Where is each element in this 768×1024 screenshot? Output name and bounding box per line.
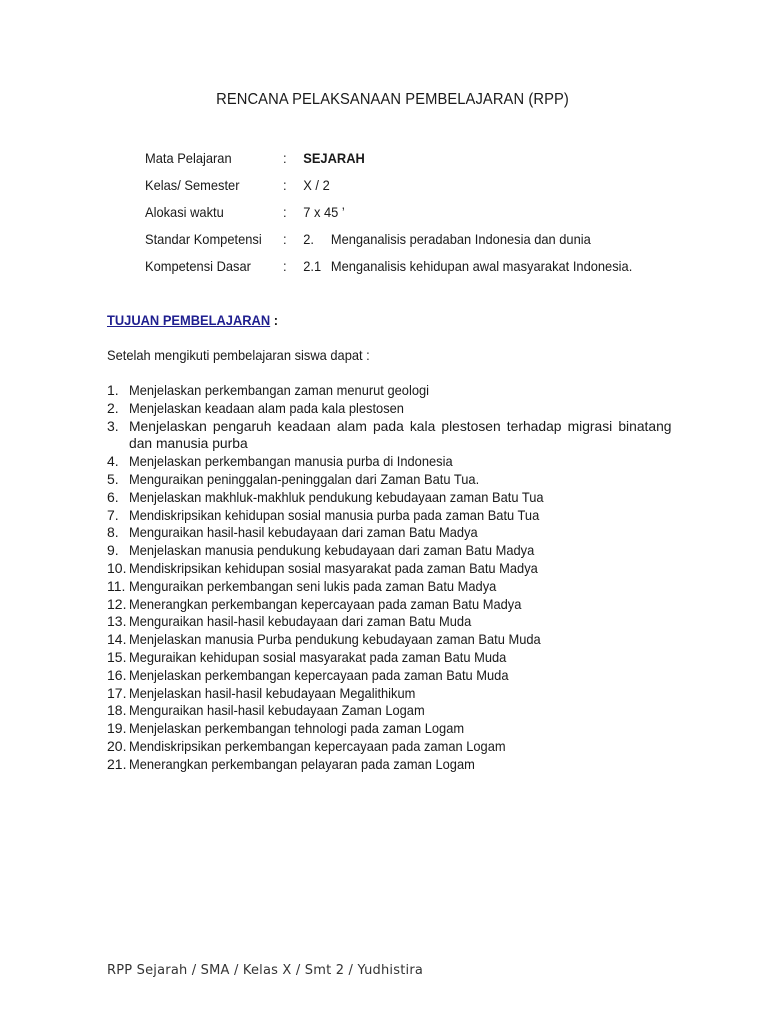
list-text: Menjelaskan hasil-hasil kebudayaan Megalithikum <box>129 684 416 701</box>
list-item <box>107 507 677 525</box>
list-number: 9. <box>107 542 119 559</box>
list-text: Menjelaskan pengaruh keadaan alam pada kala plestosen terhadap migrasi binatang dan manusia purba <box>129 417 672 452</box>
list-item <box>107 560 677 578</box>
meta-label: Kelas/ Semester <box>145 177 240 193</box>
list-item <box>107 400 677 418</box>
list-text: Menjelaskan perkembangan tehnologi pada zaman Logam <box>129 720 465 737</box>
meta-number: 2.1 <box>303 258 322 274</box>
list-text: Menjelaskan manusia pendukung kebudayaan dari zaman Batu Madya <box>129 542 535 559</box>
list-number: 7. <box>107 506 119 523</box>
list-number: 17. <box>107 684 127 701</box>
list-number: 19. <box>107 720 127 737</box>
list-number: 5. <box>107 470 119 487</box>
list-text: Menjelaskan keadaan alam pada kala plestosen <box>129 399 404 416</box>
intro-text: Setelah mengikuti pembelajaran siswa dapat : <box>107 347 370 363</box>
list-item <box>107 471 677 489</box>
meta-value: 7 x 45 ’ <box>303 204 345 220</box>
list-item <box>107 542 677 560</box>
list-number: 10. <box>107 559 127 576</box>
list-number: 6. <box>107 488 119 505</box>
list-item <box>107 524 677 542</box>
section-heading-suffix: : <box>270 312 279 328</box>
meta-label: Kompetensi Dasar <box>145 258 251 274</box>
meta-label: Mata Pelajaran <box>145 150 232 166</box>
list-number: 4. <box>107 453 119 470</box>
page-footer: RPP Sejarah / SMA / Kelas X / Smt 2 / Yudhistira <box>107 963 424 978</box>
list-item <box>107 613 677 631</box>
list-number: 12. <box>107 595 127 612</box>
list-text: Menguraikan hasil-hasil kebudayaan Zaman Logam <box>129 702 425 719</box>
list-number: 16. <box>107 666 127 683</box>
section-heading <box>107 312 278 328</box>
list-number: 8. <box>107 524 119 541</box>
list-text: Menguraikan hasil-hasil kebudayaan dari zaman Batu Muda <box>129 613 472 630</box>
list-text: Mendiskripsikan perkembangan kepercayaan pada zaman Logam <box>129 737 506 754</box>
list-number: 21. <box>107 755 127 772</box>
list-item <box>107 702 677 720</box>
meta-value: X / 2 <box>303 177 330 193</box>
list-item <box>107 489 677 507</box>
meta-label: Alokasi waktu <box>145 204 224 220</box>
list-number: 11. <box>107 577 126 594</box>
list-item <box>107 649 677 667</box>
meta-colon: : <box>283 204 287 220</box>
list-text: Menjelaskan perkembangan kepercayaan pada zaman Batu Muda <box>129 666 509 683</box>
list-number: 13. <box>107 613 127 630</box>
list-number: 14. <box>107 631 127 648</box>
meta-value: Menganalisis peradaban Indonesia dan dunia <box>330 231 591 247</box>
list-text: Mendiskripsikan kehidupan sosial masyarakat pada zaman Batu Madya <box>129 559 538 576</box>
list-text: Menjelaskan perkembangan zaman menurut geologi <box>129 382 430 398</box>
meta-colon: : <box>283 258 287 274</box>
list-number: 1. <box>107 382 119 398</box>
meta-number: 2. <box>303 231 314 247</box>
list-item <box>107 382 677 400</box>
list-number: 3. <box>107 417 119 434</box>
list-text: Menerangkan perkembangan kepercayaan pada zaman Batu Madya <box>129 595 522 612</box>
list-text: Menjelaskan manusia Purba pendukung kebudayaan zaman Batu Muda <box>129 631 541 648</box>
list-number: 20. <box>107 737 127 754</box>
list-text: Menjelaskan makhluk-makhluk pendukung kebudayaan zaman Batu Tua <box>129 488 544 505</box>
meta-label: Standar Kompetensi <box>145 231 262 247</box>
list-item <box>107 631 677 649</box>
list-item <box>107 596 677 614</box>
list-text: Mendiskripsikan kehidupan sosial manusia purba pada zaman Batu Tua <box>129 506 540 523</box>
list-text: Menguraikan perkembangan seni lukis pada zaman Batu Madya <box>129 577 497 594</box>
list-item <box>107 685 677 703</box>
list-item <box>107 578 677 596</box>
list-text: Menerangkan perkembangan pelayaran pada zaman Logam <box>129 755 475 772</box>
meta-colon: : <box>283 177 287 193</box>
list-text: Menguraikan hasil-hasil kebudayaan dari zaman Batu Madya <box>129 524 478 541</box>
list-text: Meguraikan kehidupan sosial masyarakat pada zaman Batu Muda <box>129 648 507 665</box>
meta-value: Menganalisis kehidupan awal masyarakat Indonesia. <box>330 258 633 274</box>
meta-value: SEJARAH <box>303 150 365 166</box>
list-item <box>107 453 677 471</box>
list-item <box>107 418 677 454</box>
section-heading-link[interactable]: TUJUAN PEMBELAJARAN <box>107 312 271 328</box>
list-number: 15. <box>107 648 127 665</box>
meta-colon: : <box>283 231 287 247</box>
list-item <box>107 667 677 685</box>
document-title: RENCANA PELAKSANAAN PEMBELAJARAN (RPP) <box>216 91 569 108</box>
list-number: 18. <box>107 702 127 719</box>
list-item <box>107 756 677 774</box>
meta-colon: : <box>283 150 287 166</box>
list-number: 2. <box>107 399 119 416</box>
list-item <box>107 720 677 738</box>
objectives-list <box>107 382 677 774</box>
list-text: Menjelaskan perkembangan manusia purba di Indonesia <box>129 453 453 470</box>
list-item <box>107 738 677 756</box>
list-text: Menguraikan peninggalan-peninggalan dari Zaman Batu Tua. <box>129 470 480 487</box>
